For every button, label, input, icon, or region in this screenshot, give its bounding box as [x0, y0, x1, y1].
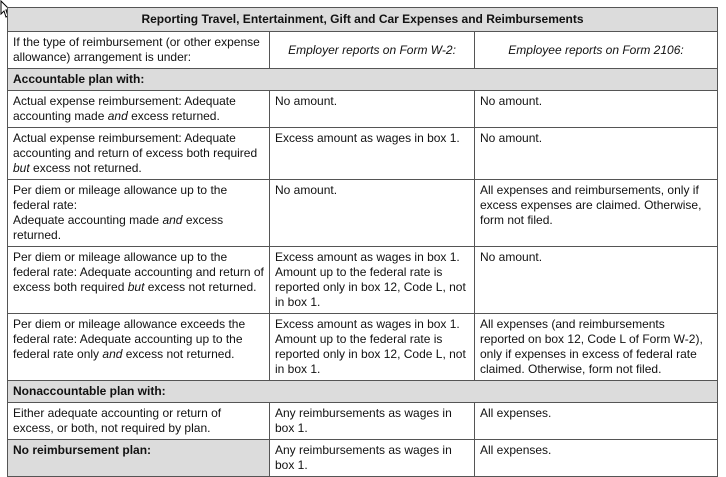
table-row: [8, 440, 718, 477]
employee-cell: No amount.: [475, 128, 718, 180]
table-row: [8, 403, 718, 440]
section-accountable: Accountable plan with:: [8, 69, 718, 91]
employer-cell: Any reimbursements as wages in box 1.: [270, 440, 475, 477]
column-header-employer: Employer reports on Form W-2:: [270, 32, 475, 69]
arrangement-cell: Either adequate accounting or return of excess, or both, not required by plan.: [8, 403, 270, 440]
employee-cell: No amount.: [475, 91, 718, 128]
table-row: [8, 314, 718, 381]
employer-cell: No amount.: [270, 180, 475, 247]
arrangement-cell: Actual expense reimbursement: Adequate accounting made and excess returned.: [8, 91, 270, 128]
employee-cell: All expenses.: [475, 403, 718, 440]
employer-cell: Excess amount as wages in box 1.: [270, 128, 475, 180]
column-header-arrangement: If the type of reimbursement (or other expense allowance) arrangement is under:: [8, 32, 270, 69]
arrangement-cell: Actual expense reimbursement: Adequate accounting and return of excess both required but excess not returned.: [8, 128, 270, 180]
arrangement-cell: Per diem or mileage allowance exceeds the federal rate: Adequate accounting up to the federal rate only and excess not returned.: [8, 314, 270, 381]
column-header-employee: Employee reports on Form 2106:: [475, 32, 718, 69]
table-row: [8, 247, 718, 314]
table-row: [8, 180, 718, 247]
employee-cell: No amount.: [475, 247, 718, 314]
employee-cell: All expenses (and reimbursements reported on box 12, Code L of Form W-2), only if expenses in excess of federal rate claimed. Otherwise, form not filed.: [475, 314, 718, 381]
table-row: [8, 128, 718, 180]
employer-cell: Any reimbursements as wages in box 1.: [270, 403, 475, 440]
table-title: Reporting Travel, Entertainment, Gift and Car Expenses and Reimbursements: [8, 8, 718, 32]
employer-cell: Excess amount as wages in box 1. Amount up to the federal rate is reported only in box 12, Code L, not in box 1.: [270, 314, 475, 381]
table-row: [8, 91, 718, 128]
reporting-table: [7, 7, 718, 477]
section-nonaccountable: Nonaccountable plan with:: [8, 381, 718, 403]
arrangement-cell: No reimbursement plan:: [8, 440, 270, 477]
employer-cell: Excess amount as wages in box 1. Amount up to the federal rate is reported only in box 12, Code L, not in box 1.: [270, 247, 475, 314]
employee-cell: All expenses and reimbursements, only if excess expenses are claimed. Otherwise, form not filed.: [475, 180, 718, 247]
arrangement-cell: Per diem or mileage allowance up to the federal rate: Adequate accounting made and excess returned.: [8, 180, 270, 247]
employee-cell: All expenses.: [475, 440, 718, 477]
arrangement-cell: Per diem or mileage allowance up to the federal rate: Adequate accounting and return of excess both required but excess not returned.: [8, 247, 270, 314]
employer-cell: No amount.: [270, 91, 475, 128]
